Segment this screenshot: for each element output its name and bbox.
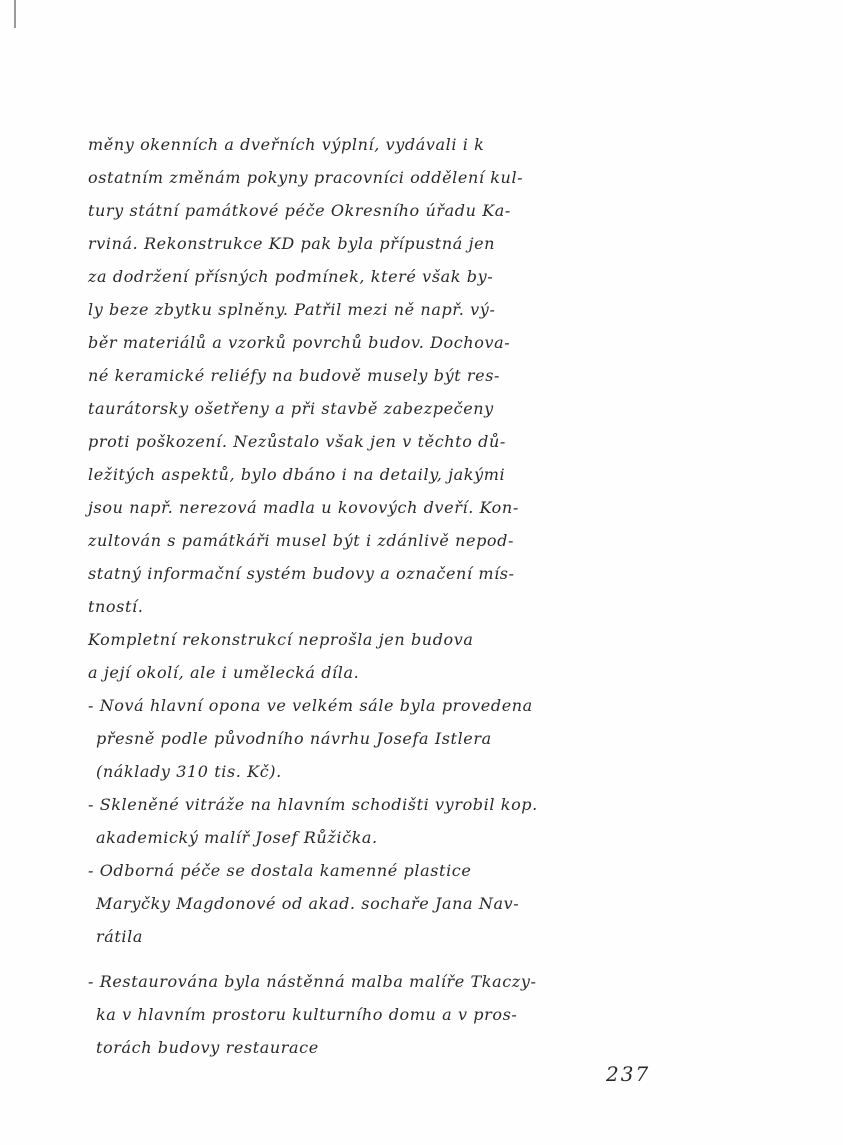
text-line: statný informační systém budovy a označení mís- [88, 564, 515, 583]
text-line: proti poškození. Nezůstalo však jen v těchto dů- [88, 432, 506, 451]
text-line: měny okenních a dveřních výplní, vydávali i k [88, 135, 485, 154]
text-line: jsou např. nerezová madla u kovových dveří. Kon- [88, 498, 519, 517]
text-line: ležitých aspektů, bylo dbáno i na detaily, jakými [88, 465, 506, 484]
text-line: tury státní památkové péče Okresního úřadu Ka- [88, 201, 511, 220]
scan-edge-mark [14, 0, 16, 28]
text-line: né keramické reliéfy na budově musely být res- [88, 366, 501, 385]
text-line: rátila [96, 927, 143, 946]
text-line: ka v hlavním prostoru kulturního domu a v pros- [96, 1005, 518, 1024]
text-line: tností. [88, 597, 144, 616]
text-line: Kompletní rekonstrukcí neprošla jen budova [88, 630, 474, 649]
list-item: - Nová hlavní opona ve velkém sále byla provedena [88, 696, 533, 715]
text-line: přesně podle původního návrhu Josefa Istlera [96, 729, 492, 748]
text-line: taurátorsky ošetřeny a při stavbě zabezpečeny [88, 399, 494, 418]
text-line: za dodržení přísných podmínek, které však by- [88, 267, 494, 286]
text-line: a její okolí, ale i umělecká díla. [88, 663, 360, 682]
list-item: - Skleněné vitráže na hlavním schodišti vyrobil kop. [88, 795, 538, 814]
text-line: torách budovy restaurace [96, 1038, 319, 1057]
text-line: ly beze zbytku splněny. Patřil mezi ně např. vý- [88, 300, 496, 319]
spacer [88, 953, 788, 965]
page-number: 237 [606, 1062, 651, 1086]
text-line: běr materiálů a vzorků povrchů budov. Dochova- [88, 333, 511, 352]
text-line: rviná. Rekonstrukce KD pak byla přípustná jen [88, 234, 496, 253]
list-item: - Restaurována byla nástěnná malba malíře Tkaczy- [88, 972, 537, 991]
text-line: akademický malíř Josef Růžička. [96, 828, 378, 847]
text-line: ostatním změnám pokyny pracovníci oddělení kul- [88, 168, 524, 187]
handwritten-text-block [88, 128, 788, 1064]
text-line: (náklady 310 tis. Kč). [96, 762, 282, 781]
list-item: - Odborná péče se dostala kamenné plastice [88, 861, 472, 880]
text-line: Maryčky Magdonové od akad. sochaře Jana Nav- [96, 894, 520, 913]
text-line: zultován s památkáři musel být i zdánlivě nepod- [88, 531, 514, 550]
